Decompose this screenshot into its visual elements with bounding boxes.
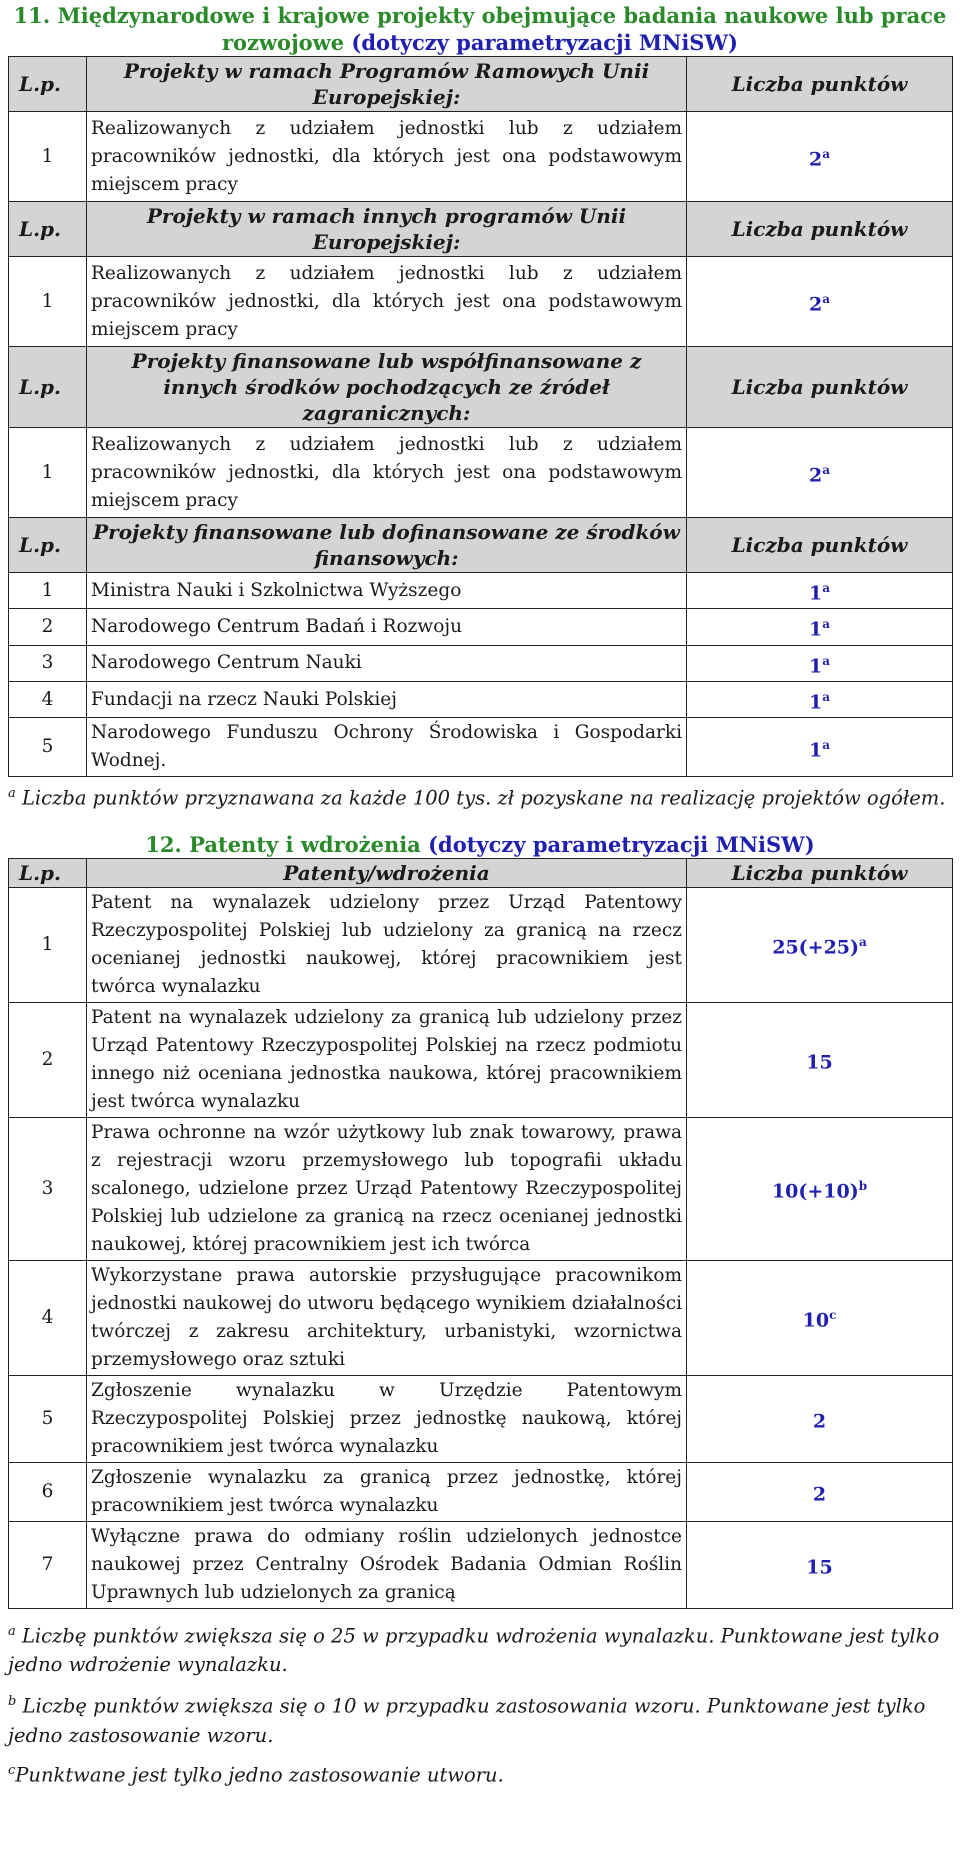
group-header-title: Projekty finansowane lub dofinansowane ze środków finansowych: <box>87 518 687 573</box>
lp-header: L.p. <box>9 347 87 428</box>
footnote-mark: b <box>858 1179 868 1194</box>
footnote <box>8 1687 952 1750</box>
footnote-mark: a <box>822 581 830 595</box>
points-header: Liczba punktów <box>687 202 953 257</box>
footnote <box>8 1756 952 1790</box>
section-12-footnotes <box>8 1617 952 1790</box>
footnote <box>8 779 952 813</box>
footnote-mark: a <box>859 935 867 950</box>
footnote-mark: a <box>822 146 830 161</box>
points-header: Liczba punktów <box>687 347 953 428</box>
row-description: Realizowanych z udziałem jednostki lub z udziałem pracowników jednostki, dla których jest ona podstawowym miejscem pracy <box>87 428 687 518</box>
row-number: 1 <box>9 257 87 347</box>
table-header-row <box>9 858 953 887</box>
group-header-title: Projekty finansowane lub współfinansowane z innych środków pochodzących ze źródeł zagranicznych: <box>87 347 687 428</box>
lp-header: L.p. <box>9 57 87 112</box>
table-row <box>9 681 953 717</box>
row-points: 15 <box>687 1521 953 1608</box>
footnote <box>8 1617 952 1680</box>
lp-header: L.p. <box>9 858 87 887</box>
section-12-title-scope: (dotyczy parametryzacji MNiSW) <box>428 831 815 857</box>
footnote-text: Punktwane jest tylko jedno zastosowanie utworu. <box>15 1763 504 1787</box>
row-description: Wyłączne prawa do odmiany roślin udzielonych jednostce naukowej przez Centralny Ośrodek Badania Odmian Roślin Uprawnych lub udzielonych za granicą <box>87 1521 687 1608</box>
lp-header: L.p. <box>9 202 87 257</box>
row-points: $10(+10)^b$ <box>687 1117 953 1260</box>
table-header-row <box>9 518 953 573</box>
table-row <box>9 573 953 609</box>
row-points: 1$^a$ <box>687 681 953 717</box>
table-row <box>9 1260 953 1375</box>
footnote-marker: b <box>8 1694 17 1710</box>
row-description: Zgłoszenie wynalazku za granicą przez jednostkę, której pracownikiem jest twórca wynalazku <box>87 1462 687 1521</box>
points-header: Liczba punktów <box>687 57 953 112</box>
footnote-text: Liczbę punktów zwiększa się o 10 w przypadku zastosowania wzoru. Punktowane jest tylko jedno zastosowanie wzoru. <box>8 1694 926 1747</box>
row-number: 4 <box>9 681 87 717</box>
footnote-mark: c <box>829 1308 837 1323</box>
row-points: 15 <box>687 1002 953 1117</box>
table-header-row <box>9 202 953 257</box>
row-points: 1$^a$ <box>687 609 953 645</box>
row-number: 6 <box>9 1462 87 1521</box>
table-row <box>9 609 953 645</box>
table-row <box>9 112 953 202</box>
section-12-table <box>8 858 953 1609</box>
document-page <box>8 0 952 1789</box>
row-description: Wykorzystane prawa autorskie przysługujące pracownikom jednostki naukowej do utworu będącego wynikiem działalności twórczej z zakresu architektury, urbanistyki, wzornictwa przemysłowego oraz sztuki <box>87 1260 687 1375</box>
table-row <box>9 1002 953 1117</box>
row-points: 2 <box>687 1375 953 1462</box>
row-description: Patent na wynalazek udzielony za granicą lub udzielony przez Urząd Patentowy Rzeczypospolitej Polskiej na rzecz podmiotu innego niż oceniana jednostka naukowa, której pracownikiem jest twórca wynalazku <box>87 1002 687 1117</box>
section-12-title <box>8 831 952 858</box>
table-row <box>9 1117 953 1260</box>
footnote-mark: a <box>822 653 830 668</box>
row-description: Zgłoszenie wynalazku w Urzędzie Patentowym Rzeczypospolitej Polskiej przez jednostkę naukową, której pracownikiem jest twórca wynalazku <box>87 1375 687 1462</box>
row-description: Patent na wynalazek udzielony przez Urząd Patentowy Rzeczypospolitej Polskiej lub udzielony za granicą na rzecz ocenianej jednostki naukowej, której pracownikiem jest twórca wynalazku <box>87 887 687 1002</box>
table-row <box>9 1462 953 1521</box>
row-points: 2$^a$ <box>687 112 953 202</box>
section-12-title-main: 12. Patenty i wdrożenia <box>145 831 421 857</box>
points-header: Liczba punktów <box>687 518 953 573</box>
group-header-title: Projekty w ramach innych programów Unii Europejskiej: <box>87 202 687 257</box>
row-description: Realizowanych z udziałem jednostki lub z udziałem pracowników jednostki, dla których jest ona podstawowym miejscem pracy <box>87 257 687 347</box>
row-points: 1$^a$ <box>687 645 953 681</box>
row-description: Ministra Nauki i Szkolnictwa Wyższego <box>87 573 687 609</box>
row-number: 3 <box>9 645 87 681</box>
row-number: 2 <box>9 1002 87 1117</box>
row-description: Realizowanych z udziałem jednostki lub z udziałem pracowników jednostki, dla których jest ona podstawowym miejscem pracy <box>87 112 687 202</box>
patents-header: Patenty/wdrożenia <box>87 858 687 887</box>
section-11-title <box>8 2 952 56</box>
table-row <box>9 1375 953 1462</box>
row-points: 10$^c$ <box>687 1260 953 1375</box>
table-header-row <box>9 347 953 428</box>
section-11-title-main: 11. Międzynarodowe i krajowe projekty obejmujące badania naukowe lub prace rozwojowe <box>13 3 947 55</box>
footnote-mark: a <box>822 291 830 306</box>
row-number: 3 <box>9 1117 87 1260</box>
lp-header: L.p. <box>9 518 87 573</box>
row-number: 1 <box>9 887 87 1002</box>
footnote-text: Liczba punktów przyznawana za każde 100 tys. zł pozyskane na realizację projektów ogółem. <box>21 786 946 810</box>
row-points: 2$^a$ <box>687 428 953 518</box>
section-11-table <box>8 56 953 777</box>
row-description: Narodowego Centrum Badań i Rozwoju <box>87 609 687 645</box>
table-header-row <box>9 57 953 112</box>
section-11-title-scope: (dotyczy parametryzacji MNiSW) <box>351 30 738 55</box>
row-description: Fundacji na rzecz Nauki Polskiej <box>87 681 687 717</box>
row-points: 1$^a$ <box>687 573 953 609</box>
row-number: 5 <box>9 1375 87 1462</box>
footnote-marker: a <box>8 1623 16 1639</box>
row-number: 7 <box>9 1521 87 1608</box>
points-header: Liczba punktów <box>687 858 953 887</box>
footnote-mark: a <box>822 462 830 477</box>
row-number: 1 <box>9 428 87 518</box>
table-row <box>9 718 953 777</box>
row-description: Narodowego Centrum Nauki <box>87 645 687 681</box>
footnote-mark: a <box>822 689 830 704</box>
footnote-marker: c <box>8 1762 16 1778</box>
table-row <box>9 257 953 347</box>
row-number: 1 <box>9 112 87 202</box>
row-number: 4 <box>9 1260 87 1375</box>
footnote-marker: a <box>8 786 16 802</box>
row-description: Prawa ochronne na wzór użytkowy lub znak towarowy, prawa z rejestracji wzoru przemysłowego lub topografii układu scalonego, udzielone przez Urząd Patentowy Rzeczypospolitej Polskiej lub udzielone za granicą na rzecz ocenianej jednostki naukowej, której pracownikiem jest ich twórca <box>87 1117 687 1260</box>
table-row <box>9 428 953 518</box>
group-header-title: Projekty w ramach Programów Ramowych Unii Europejskiej: <box>87 57 687 112</box>
row-points: $25(+25)^a$ <box>687 887 953 1002</box>
footnote-mark: a <box>822 737 830 752</box>
row-description: Narodowego Funduszu Ochrony Środowiska i Gospodarki Wodnej. <box>87 718 687 777</box>
row-points: 2 <box>687 1462 953 1521</box>
footnote-text: Liczbę punktów zwiększa się o 25 w przypadku wdrożenia wynalazku. Punktowane jest tylko jedno wdrożenie wynalazku. <box>8 1624 940 1677</box>
table-row <box>9 1521 953 1608</box>
row-points: 2$^a$ <box>687 257 953 347</box>
row-number: 2 <box>9 609 87 645</box>
footnote-mark: a <box>822 617 830 632</box>
table-row <box>9 645 953 681</box>
row-points: 1$^a$ <box>687 718 953 777</box>
row-number: 1 <box>9 573 87 609</box>
row-number: 5 <box>9 718 87 777</box>
table-row <box>9 887 953 1002</box>
